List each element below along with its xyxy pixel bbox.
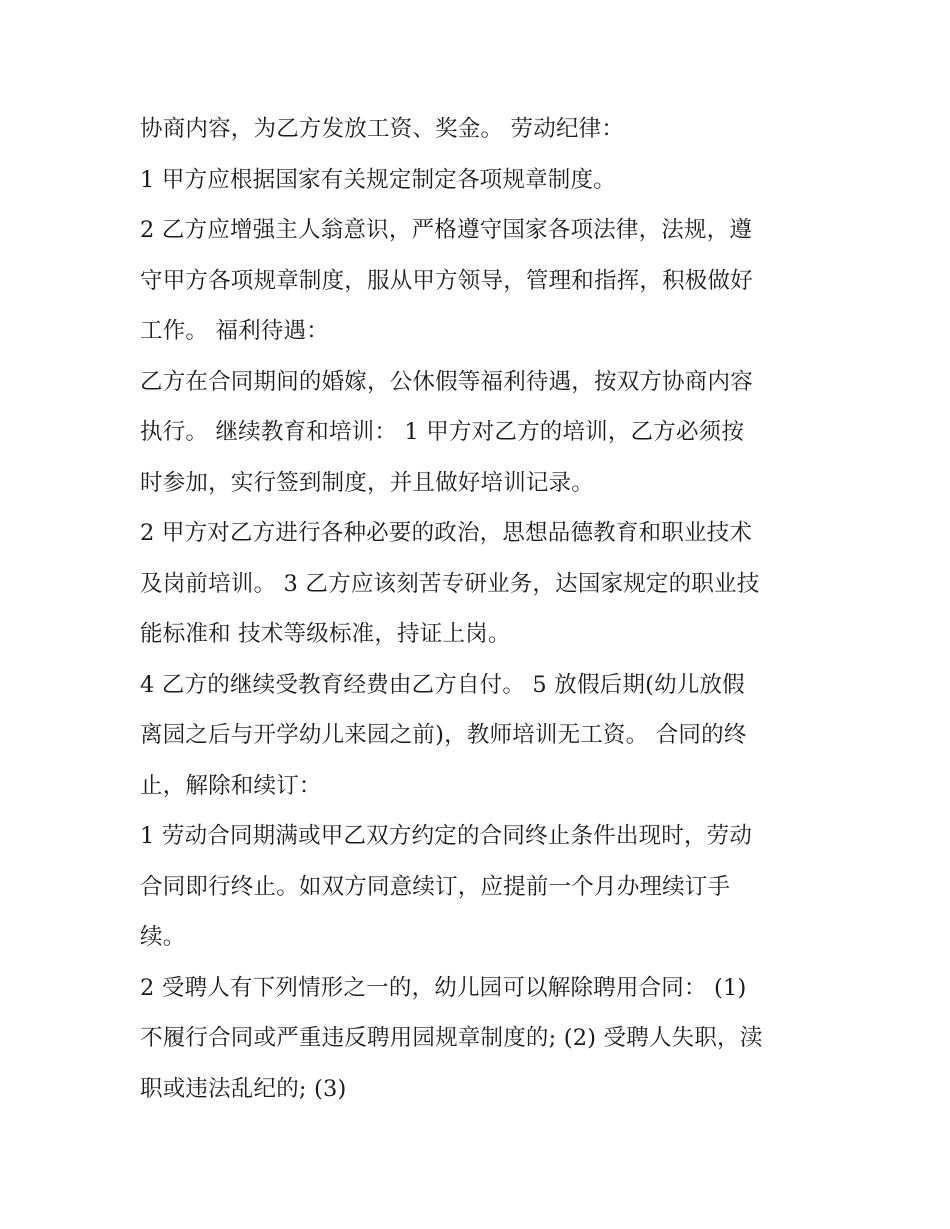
text-line: 止，解除和续订： — [140, 772, 322, 799]
text-line: 时参加，实行签到制度，并且做好培训记录。 — [140, 469, 595, 496]
document-body — [140, 104, 820, 1114]
text-line: 协商内容，为乙方发放工资、奖金。 劳动纪律： — [140, 116, 625, 142]
text-line: 离园之后与开学幼儿来园之前)，教师培训无工资。 合同的终 — [140, 722, 747, 748]
text-line: 及岗前培训。 3 乙方应该刻苦专研业务，达国家规定的职业技 — [140, 570, 760, 597]
text-line: 乙方在合同期间的婚嫁，公休假等福利待遇，按双方协商内容 — [140, 368, 753, 395]
text-line: 4 乙方的继续受教育经费由乙方自付。 5 放假后期(幼儿放假 — [140, 671, 745, 698]
text-line: 执行。 继续教育和培训： 1 甲方对乙方的培训，乙方必须按 — [140, 419, 745, 445]
text-line: 不履行合同或严重违反聘用园规章制度的; (2) 受聘人失职，渎 — [140, 1025, 763, 1051]
text-line: 工作。 福利待遇： — [140, 318, 329, 344]
text-line: 职或违法乱纪的; (3) — [140, 1075, 347, 1102]
text-line: 1 甲方应根据国家有关规定制定各项规章制度。 — [140, 166, 616, 193]
text-line: 合同即行终止。如双方同意续订，应提前一个月办理续订手 — [140, 873, 731, 900]
text-line: 守甲方各项规章制度，服从甲方领导，管理和指挥，积极做好 — [140, 267, 753, 294]
text-line: 1 劳动合同期满或甲乙双方约定的合同终止条件出现时，劳动 — [140, 823, 753, 849]
text-line: 2 乙方应增强主人翁意识，严格遵守国家各项法律，法规，遵 — [140, 217, 753, 243]
text-line: 2 甲方对乙方进行各种必要的政治，思想品德教育和职业技术 — [140, 520, 753, 546]
text-line: 2 受聘人有下列情形之一的，幼儿园可以解除聘用合同： (1) — [140, 974, 747, 1001]
text-line: 续。 — [140, 924, 186, 950]
text-line: 能标准和 技术等级标准，持证上岗。 — [140, 621, 511, 647]
